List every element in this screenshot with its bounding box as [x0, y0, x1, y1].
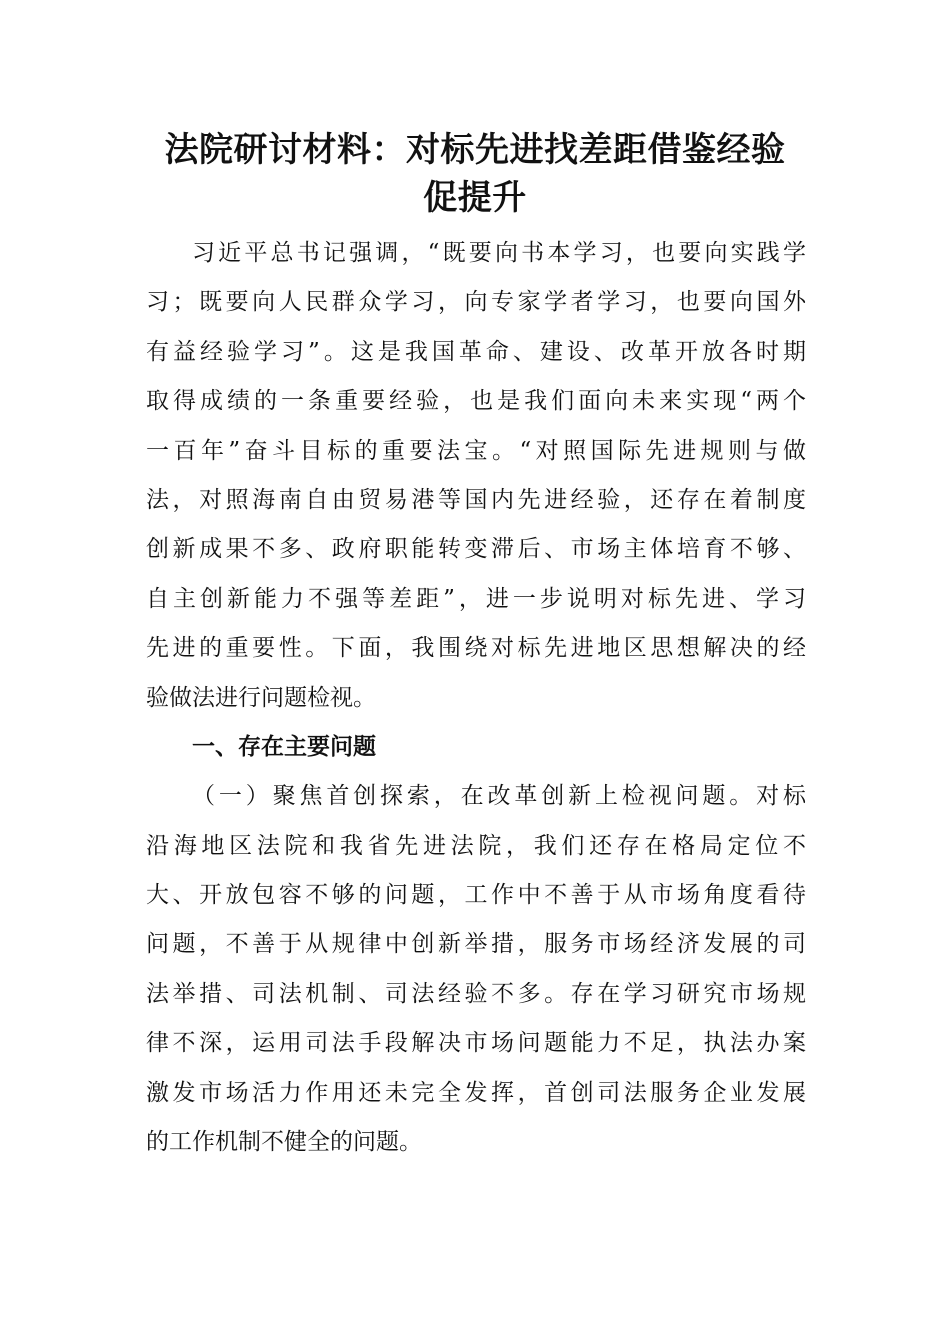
title-line-1: 法院研讨材料：对标先进找差距借鉴经验 [164, 130, 786, 170]
text-line: 法，对照海南自由贸易港等国内先进经验，还存在着制度 [146, 486, 806, 513]
text-line: （一）聚焦首创探索，在改革创新上检视问题。对标 [192, 783, 806, 810]
text-line: 创新成果不多、政府职能转变滞后、市场主体培育不够、 [146, 536, 806, 563]
paragraph-issue-1 [146, 772, 806, 1167]
text-line: 自主创新能力不强等差距”，进一步说明对标先进、学习 [146, 585, 806, 612]
document-title [120, 126, 830, 222]
text-line: 有益经验学习”。这是我国革命、建设、改革开放各时期 [146, 338, 806, 365]
document-body [146, 229, 806, 1167]
text-line: 沿海地区法院和我省先进法院，我们还存在格局定位不 [146, 832, 806, 859]
text-line: 习；既要向人民群众学习，向专家学者学习，也要向国外 [146, 289, 806, 316]
text-line: 的工作机制不健全的问题。 [146, 1129, 422, 1156]
section-heading: 一、存在主要问题 [192, 733, 376, 760]
text-line: 先进的重要性。下面，我围绕对标先进地区思想解决的经 [146, 635, 806, 662]
text-line: 律不深，运用司法手段解决市场问题能力不足，执法办案 [146, 1030, 806, 1057]
text-line: 问题，不善于从规律中创新举措，服务市场经济发展的司 [146, 931, 806, 958]
text-line: 一百年”奋斗目标的重要法宝。“对照国际先进规则与做 [146, 437, 806, 464]
paragraph-intro [146, 229, 806, 723]
text-line: 大、开放包容不够的问题，工作中不善于从市场角度看待 [146, 882, 806, 909]
text-line: 法举措、司法机制、司法经验不多。存在学习研究市场规 [146, 980, 806, 1007]
text-line: 习近平总书记强调，“既要向书本学习，也要向实践学 [192, 240, 806, 266]
text-line: 取得成绩的一条重要经验，也是我们面向未来实现“两个 [146, 388, 806, 415]
text-line: 验做法进行问题检视。 [146, 684, 376, 711]
title-line-2: 促提升 [423, 178, 527, 218]
text-line: 激发市场活力作用还未完全发挥，首创司法服务企业发展 [146, 1079, 806, 1106]
